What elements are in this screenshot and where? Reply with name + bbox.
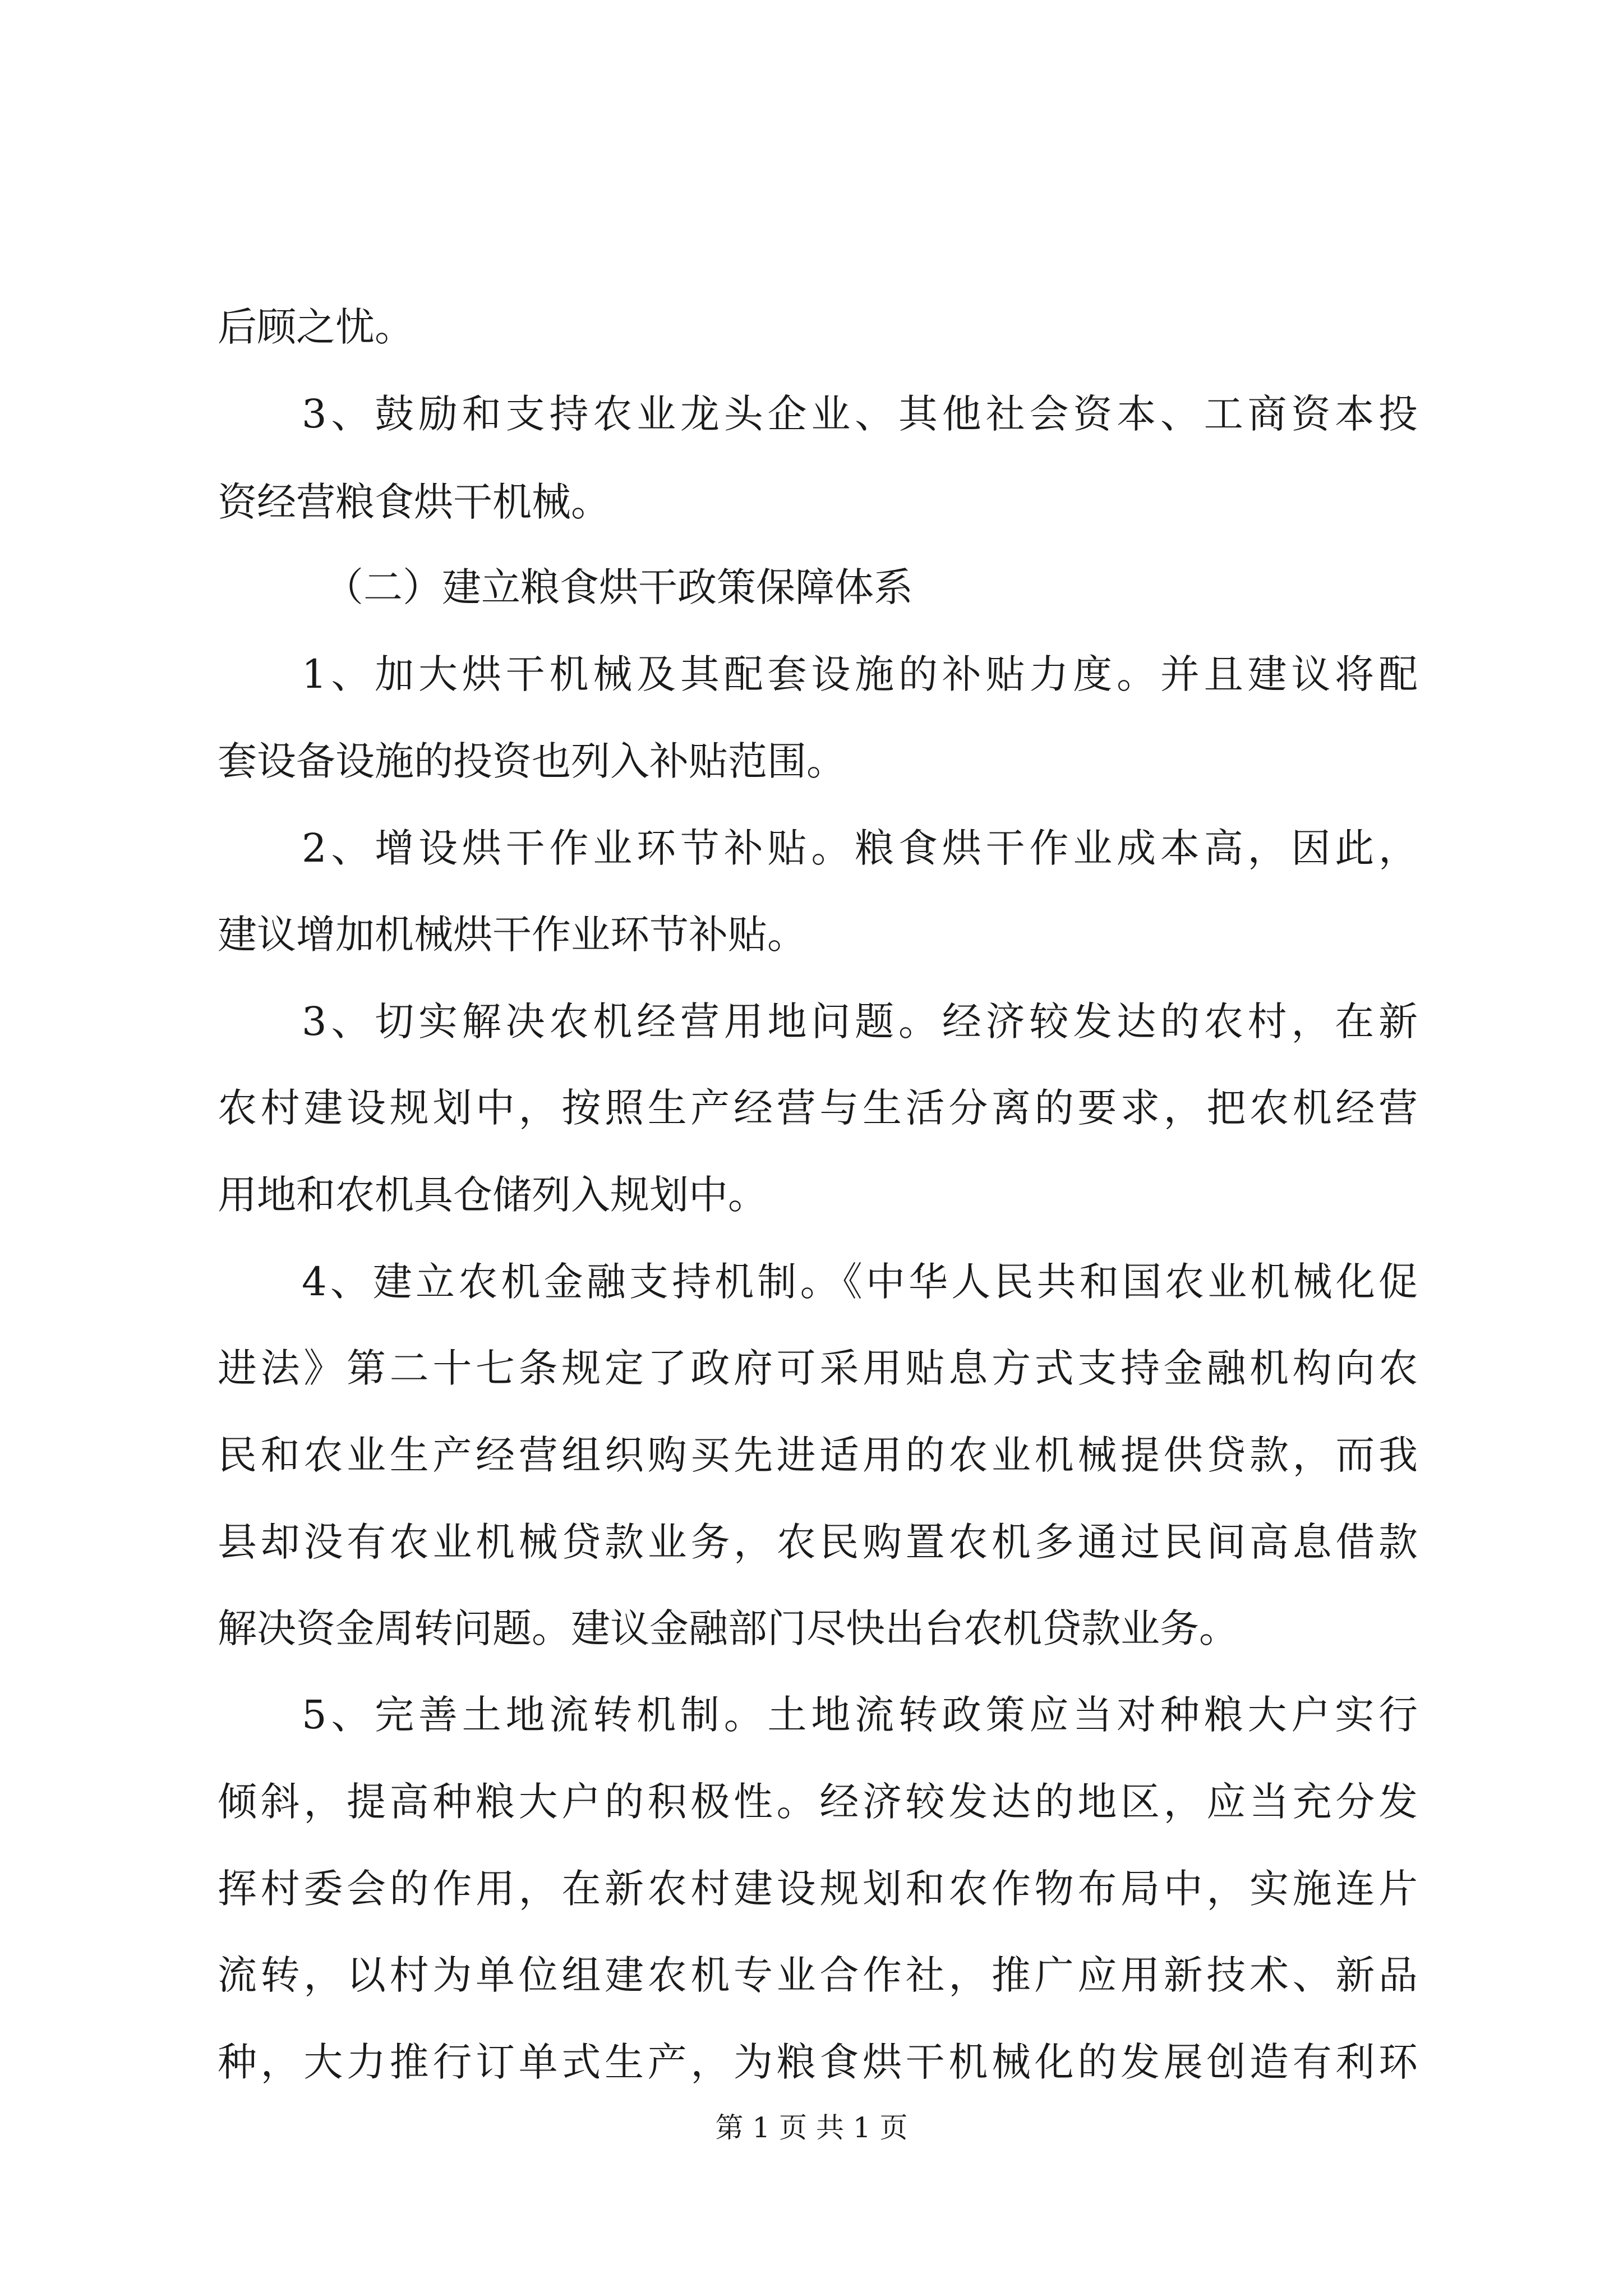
text-line: 4、建立农机金融支持机制。《中华人民共和国农业机械化促: [302, 1259, 1418, 1305]
page-number: 第 1 页 共 1 页: [715, 2111, 908, 2144]
text-line: 资经营粮食烘干机械。: [218, 479, 610, 525]
text-line: 用地和农机具仓储列入规划中。: [218, 1172, 767, 1218]
text-line: 进法》第二十七条规定了政府可采用贴息方式支持金融机构向农: [218, 1345, 1418, 1391]
section-heading: （二）建立粮食烘干政策保障体系: [324, 564, 913, 610]
text-line: 2、增设烘干作业环节补贴。粮食烘干作业成本高，因此，: [302, 825, 1418, 871]
text-line: 建议增加机械烘干作业环节补贴。: [218, 912, 806, 958]
text-line: 5、完善土地流转机制。土地流转政策应当对种粮大户实行: [302, 1692, 1418, 1738]
text-line: 种，大力推行订单式生产，为粮食烘干机械化的发展创造有利环: [218, 2039, 1418, 2085]
text-line: 倾斜，提高种粮大户的积极性。经济较发达的地区，应当充分发: [218, 1779, 1418, 1825]
text-line: 3、切实解决农机经营用地问题。经济较发达的农村，在新: [302, 999, 1418, 1045]
page-footer: [0, 2111, 1623, 2144]
text-line: 农村建设规划中，按照生产经营与生活分离的要求，把农机经营: [218, 1085, 1418, 1131]
text-line: 县却没有农业机械贷款业务，农民购置农机多通过民间高息借款: [218, 1519, 1418, 1565]
text-line: 后顾之忧。: [218, 304, 414, 350]
text-line: 1、加大烘干机械及其配套设施的补贴力度。并且建议将配: [302, 651, 1418, 697]
text-line: 挥村委会的作用，在新农村建设规划和农作物布局中，实施连片: [218, 1866, 1418, 1912]
text-line: 流转，以村为单位组建农机专业合作社，推广应用新技术、新品: [218, 1952, 1418, 1998]
text-line: 解决资金周转问题。建议金融部门尽快出台农机贷款业务。: [218, 1605, 1238, 1651]
text-line: 民和农业生产经营组织购买先进适用的农业机械提供贷款，而我: [218, 1432, 1418, 1478]
text-line: 3、鼓励和支持农业龙头企业、其他社会资本、工商资本投: [302, 391, 1418, 437]
text-line: 套设备设施的投资也列入补贴范围。: [218, 738, 846, 784]
